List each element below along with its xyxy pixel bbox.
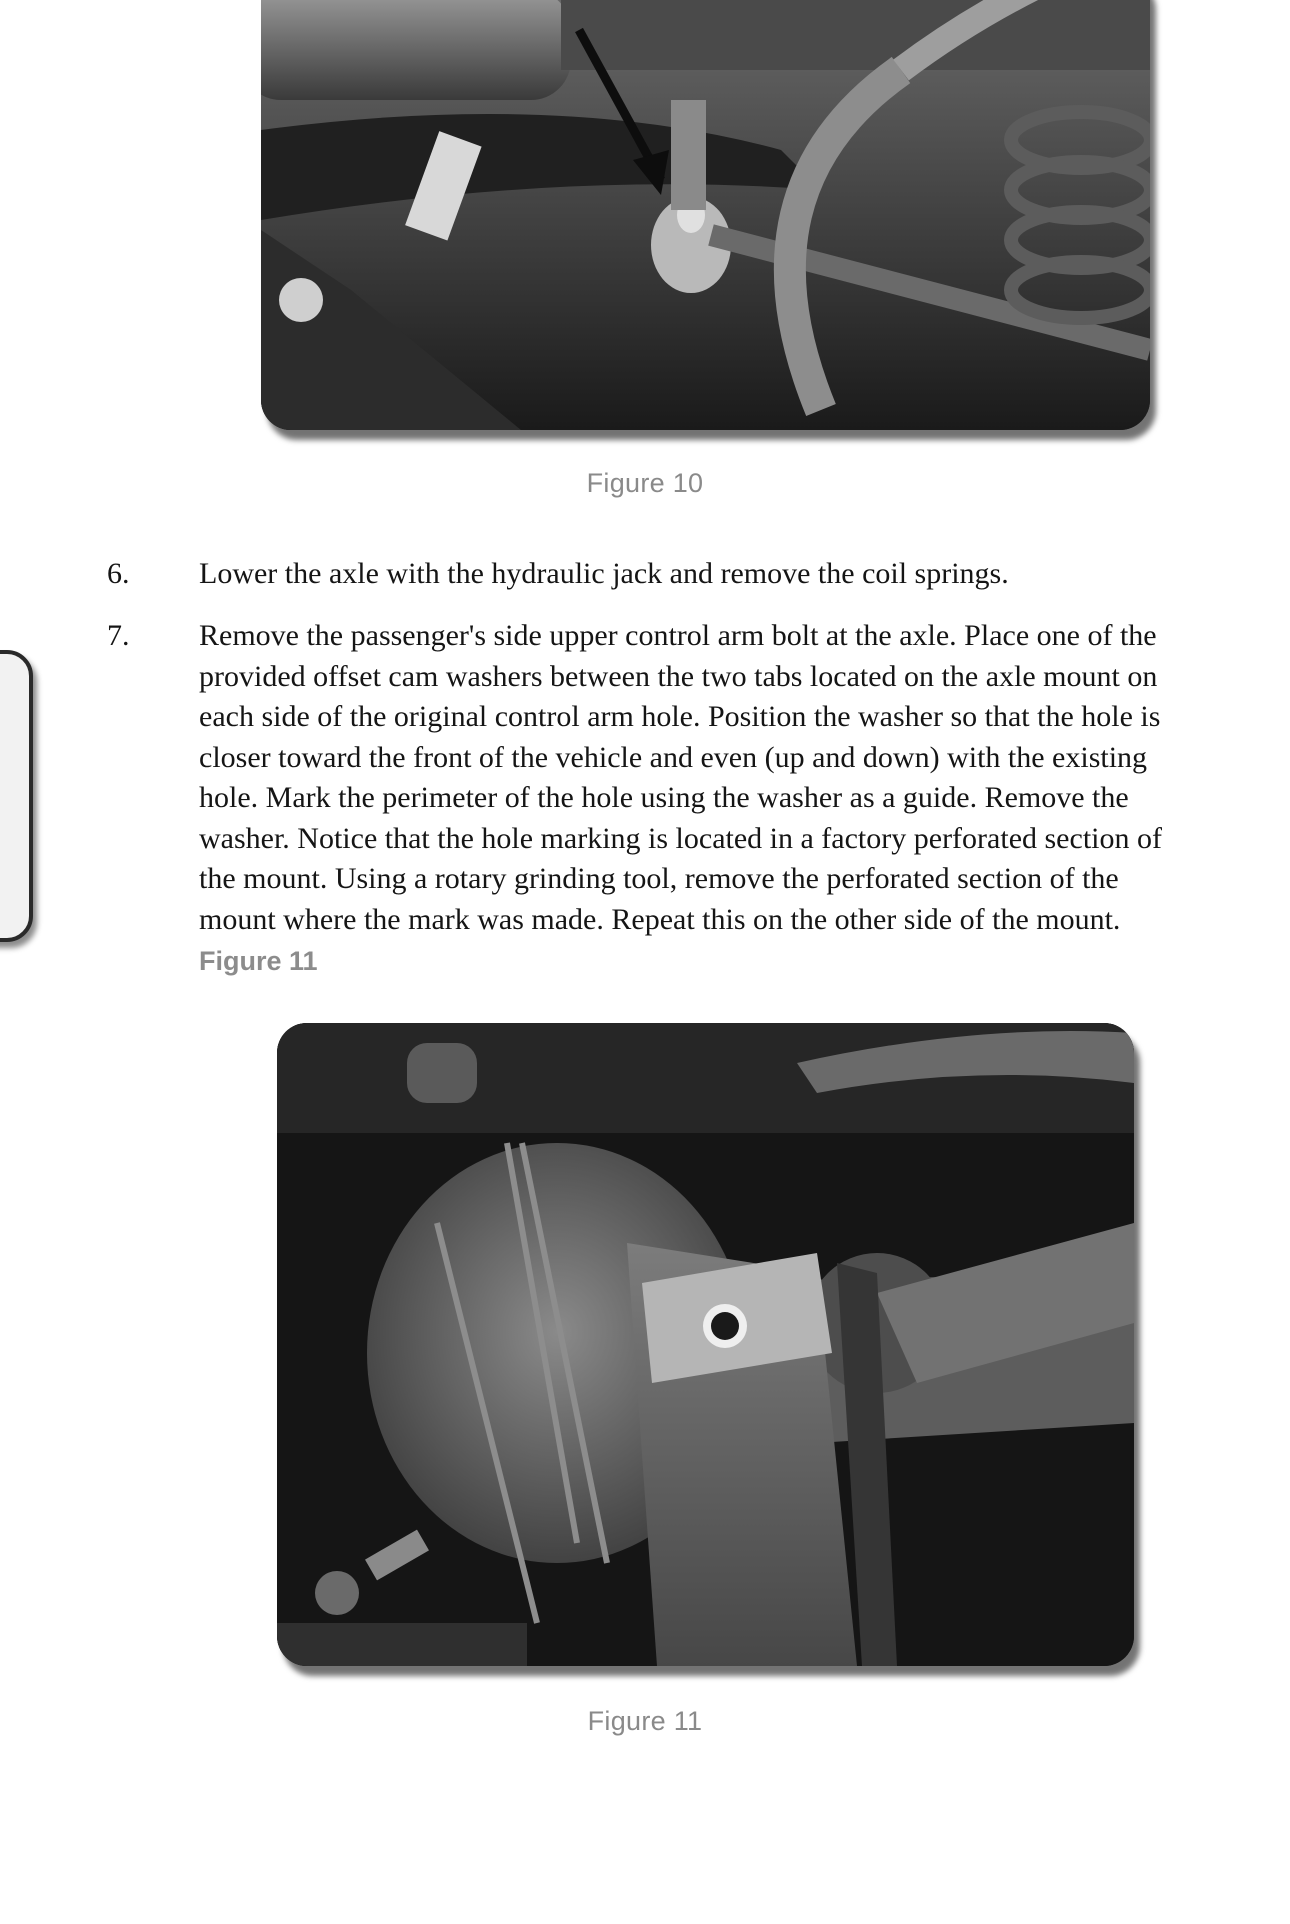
figure-10-photo <box>261 0 1150 430</box>
rear-suspension-photo-icon <box>261 0 1150 430</box>
figure-caption: Figure 11 <box>587 1706 703 1736</box>
step-text-line: washer. Notice that the hole marking is located in a factory perforated section of <box>199 821 1162 855</box>
figure-reference-link[interactable]: Figure 11 <box>199 946 318 976</box>
figure-caption: Figure 10 <box>586 468 704 498</box>
side-tab-handle[interactable] <box>0 650 33 942</box>
step-text-line: Lower the axle with the hydraulic jack and remove the coil springs. <box>199 557 1009 590</box>
step-number: 6. <box>107 557 130 590</box>
step-text-line: Remove the passenger's side upper control arm bolt at the axle. Place one of the <box>199 619 1157 652</box>
step-text-line: hole. Mark the perimeter of the hole using the washer as a guide. Remove the <box>199 781 1129 814</box>
figure-11-photo <box>277 1023 1134 1666</box>
step-text <box>199 616 1162 980</box>
step-text-line: closer toward the front of the vehicle and even (up and down) with the existing <box>199 740 1148 774</box>
step-text-line: each side of the original control arm hole. Position the washer so that the hole is <box>199 700 1161 733</box>
step-text-line: the mount. Using a rotary grinding tool, remove the perforated section of the <box>199 862 1119 895</box>
step-number: 7. <box>107 619 130 652</box>
step-text-line: mount where the mark was made. Repeat this on the other side of the mount. <box>199 902 1121 936</box>
axle-mount-photo-icon <box>277 1023 1134 1666</box>
step-text-line: provided offset cam washers between the two tabs located on the axle mount on <box>199 659 1158 693</box>
step-text <box>199 554 1009 595</box>
